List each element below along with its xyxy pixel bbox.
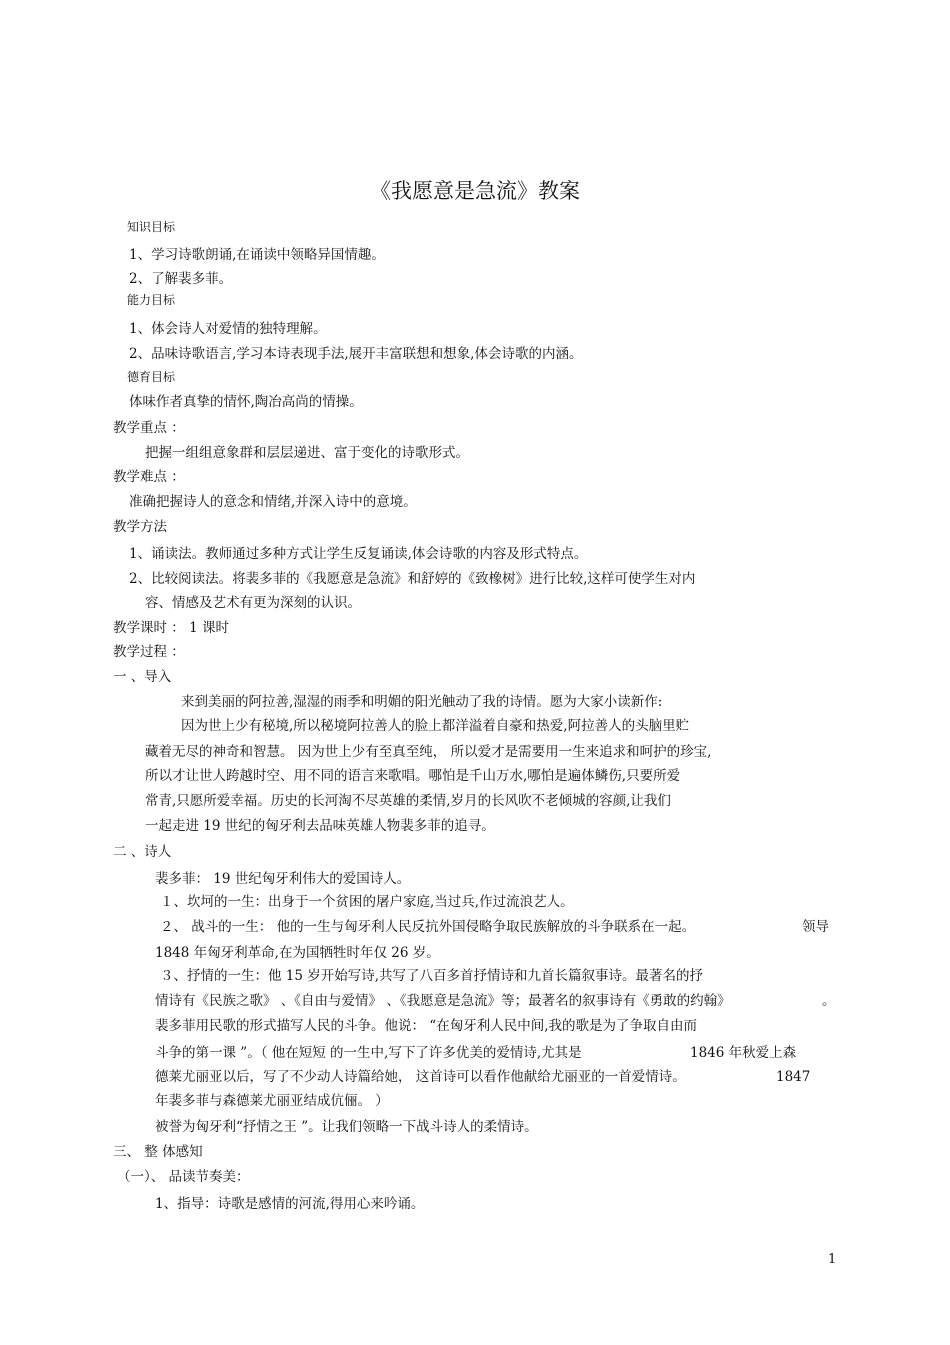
- text-line: 一起走进 19 世纪的匈牙利去品味英雄人物裴多菲的追寻。: [145, 818, 495, 834]
- text-line: 所以才让世人跨越时空、用不同的语言来歌唱。哪怕是千山万水,哪怕是遍体鳞伤,只要所爱: [145, 768, 681, 784]
- heading-ability-goals: 能力目标: [127, 293, 176, 307]
- text-line: ２、 战斗的一生： 他的一生与匈牙利人民反抗外国侵略争取民族解放的斗争联系在一起。: [160, 919, 696, 935]
- text-line: 准确把握诗人的意念和情绪,并深入诗中的意境。: [129, 494, 417, 510]
- text-line: 年裴多菲与森德莱尤丽亚结成伉俪。 ）: [155, 1093, 389, 1109]
- section-overall: 三、 整 体感知: [113, 1144, 203, 1160]
- text-line: 容、情感及艺术有更为深刻的认识。: [145, 595, 361, 611]
- text-line: 斗争的第一课 ”。（ 他在短短 的一生中,写下了许多优美的爱情诗,尤其是: [155, 1045, 582, 1061]
- section-poet: 二 、诗人: [113, 844, 172, 860]
- heading-moral-goals: 德育目标: [127, 370, 176, 384]
- text-line: 德莱尤丽亚以后，写了不少动人诗篇给她， 这首诗可以看作他献给尤丽亚的一首爱情诗。: [155, 1069, 686, 1085]
- text-line: 1847: [776, 1069, 811, 1085]
- text-line: 体味作者真挚的情怀,陶冶高尚的情操。: [129, 394, 363, 410]
- text-line: 来到美丽的阿拉善,湿湿的雨季和明媚的阳光触动了我的诗情。愿为大家小读新作:: [181, 694, 663, 710]
- text-line: 因为世上少有秘境,所以秘境阿拉善人的脸上都洋溢着自豪和热爱,阿拉善人的头脑里贮: [181, 718, 690, 734]
- text-line: 2、了解裴多菲。: [129, 271, 233, 287]
- heading-knowledge-goals: 知识目标: [127, 220, 176, 234]
- text-line: 1846 年秋爱上森: [690, 1045, 797, 1061]
- text-line: 裴多菲用民歌的形式描写人民的斗争。他说： “在匈牙利人民中间,我的歌是为了争取自由而: [155, 1018, 697, 1034]
- heading-process: 教学过程 ：: [113, 644, 185, 660]
- text-line: 领导: [802, 919, 829, 935]
- text-line: 1848 年匈牙利革命,在为国牺牲时年仅 26 岁。: [155, 945, 440, 961]
- text-line: 裴多菲： 19 世纪匈牙利伟大的爱国诗人。: [155, 871, 411, 887]
- subsection-rhythm: （一）、 品读节奏美：: [117, 1169, 250, 1185]
- document-title: 《我愿意是急流》教案: [370, 179, 580, 203]
- page-number: 1: [828, 1252, 837, 1267]
- heading-key-points: 教学重点 ：: [113, 420, 185, 436]
- heading-methods: 教学方法: [113, 519, 167, 535]
- text-line: 被誉为匈牙利“抒情之王 ”。让我们领略一下战斗诗人的柔情诗。: [155, 1119, 538, 1135]
- heading-class-hours: 教学课时 ： 1 课时: [113, 620, 229, 636]
- text-line: 情诗有《民族之歌》 、《自由与爱情》 、《我愿意是急流》等；最著名的叙事诗有《勇敢的约翰》: [155, 993, 731, 1009]
- text-line: 把握一组组意象群和层层递进、富于变化的诗歌形式。: [145, 445, 469, 461]
- text-line: 1、体会诗人对爱情的独特理解。: [129, 321, 327, 337]
- text-line: ３、抒情的一生：他 15 岁开始写诗,共写了八百多首抒情诗和九首长篇叙事诗。最著名的抒: [160, 968, 704, 984]
- text-line: 常青,只愿所爱幸福。历史的长河淘不尽英雄的柔情,岁月的长风吹不老倾城的容颜,让我们: [145, 793, 671, 809]
- text-line: 。: [822, 993, 836, 1009]
- text-line: 1、诵读法。教师通过多种方式让学生反复诵读,体会诗歌的内容及形式特点。: [129, 546, 588, 562]
- text-line: 2、品味诗歌语言,学习本诗表现手法,展开丰富联想和想象,体会诗歌的内涵。: [129, 346, 583, 362]
- text-line: １、坎坷的一生：出身于一个贫困的屠户家庭,当过兵,作过流浪艺人。: [160, 894, 574, 910]
- text-line: 藏着无尽的神奇和智慧。 因为世上少有至真至纯， 所以爱才是需要用一生来追求和呵护的珍宝,: [145, 744, 712, 760]
- section-intro: 一 、导入: [113, 669, 172, 685]
- heading-difficulties: 教学难点 ：: [113, 469, 185, 485]
- text-line: 2、比较阅读法。将裴多菲的《我愿意是急流》和舒婷的《致橡树》进行比较,这样可使学生对内: [129, 571, 696, 587]
- text-line: 1、学习诗歌朗诵,在诵读中领略异国情趣。: [129, 247, 385, 263]
- text-line: 1、指导：诗歌是感情的河流,得用心来吟诵。: [155, 1196, 425, 1212]
